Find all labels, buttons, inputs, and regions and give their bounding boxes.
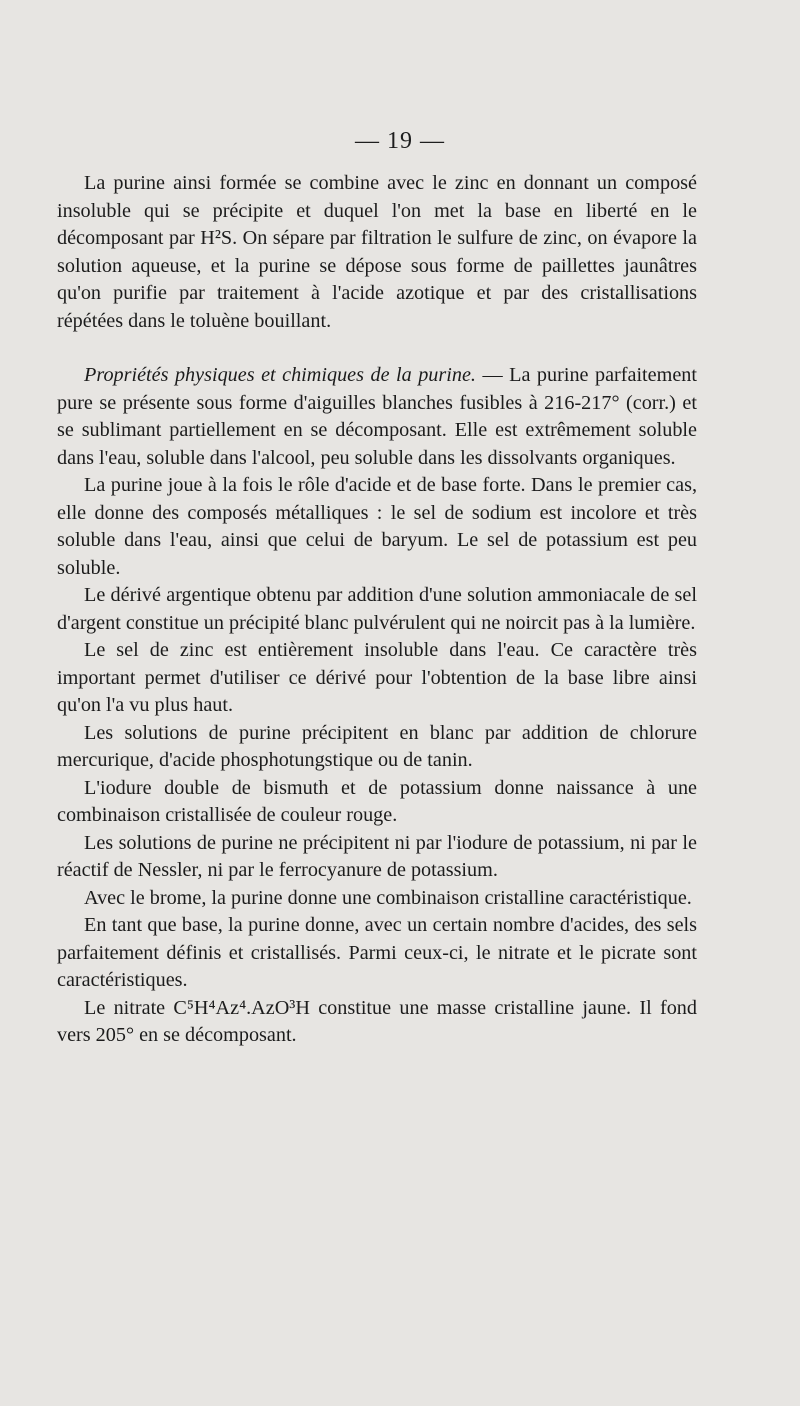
paragraph-no-precipitation: Les solutions de purine ne précipitent ni par l'iodure de potassium, ni par le réactif de Nessler, ni par le ferrocyanure de potassium. — [57, 831, 697, 881]
section-intro-paragraph — [57, 362, 697, 472]
paragraph-precipitation: Les solutions de purine précipitent en blanc par addition de chlorure mercurique, d'acide phosphotungstique ou de tanin. — [57, 721, 697, 771]
paragraph-bismuth-iodide: L'iodure double de bismuth et de potassium donne naissance à une combinaison cristallisée de couleur rouge. — [57, 776, 697, 826]
paragraph-bromine: Avec le brome, la purine donne une combinaison cristalline caractéristique. — [84, 886, 692, 909]
section-gap — [57, 335, 697, 362]
paragraph-silver-derivative: Le dérivé argentique obtenu par addition d'une solution ammoniacale de sel d'argent constitue un précipité blanc pulvérulent qui ne noircit pas à la lumière. — [57, 584, 697, 634]
paragraph-nitrate: Le nitrate C⁵H⁴Az⁴.AzO³H constitue une masse cristalline jaune. Il fond vers 205° en se décomposant. — [57, 996, 697, 1046]
paragraph-acid-base: La purine joue à la fois le rôle d'acide et de base forte. Dans le premier cas, elle donne des composés métalliques : le sel de sodium est incolore et très soluble dans l'eau, ainsi que celui de baryum. Le sel de potassium est peu soluble. — [57, 474, 697, 579]
paragraph-salts: En tant que base, la purine donne, avec un certain nombre d'acides, des sels parfaitement définis et cristallisés. Parmi ceux-ci, le nitrate et le picrate sont caractéristiques. — [57, 914, 697, 991]
body-text — [57, 170, 697, 1050]
page-number: — 19 — — [355, 128, 445, 154]
section-title: Propriétés physiques et chimiques de la purine. — [84, 364, 476, 386]
paragraph-zinc-salt: Le sel de zinc est entièrement insoluble dans l'eau. Ce caractère très important permet d'utiliser ce dérivé pour l'obtention de la base libre ainsi qu'on l'a vu plus haut. — [57, 639, 697, 716]
paragraph-1: La purine ainsi formée se combine avec le zinc en donnant un composé insoluble qui se précipite et duquel l'on met la base en liberté en le décomposant par H²S. On sépare par filtration le sulfure de zinc, on évapore la solution aqueuse, et la purine se dépose sous forme de paillettes jaunâtres qu'on purifie par traitement à l'acide azotique et par des cristallisations répétées dans le toluène bouillant. — [57, 172, 697, 332]
section-lead-text: — La purine parfaitement pure se présente sous forme d'aiguilles blanches fusibles à 216-217° (corr.) et se sublimant partiellement en se décomposant. Elle est extrêmement soluble dans l'eau, soluble dans l'alcool, peu soluble dans les dissolvants organiques. — [57, 364, 697, 469]
